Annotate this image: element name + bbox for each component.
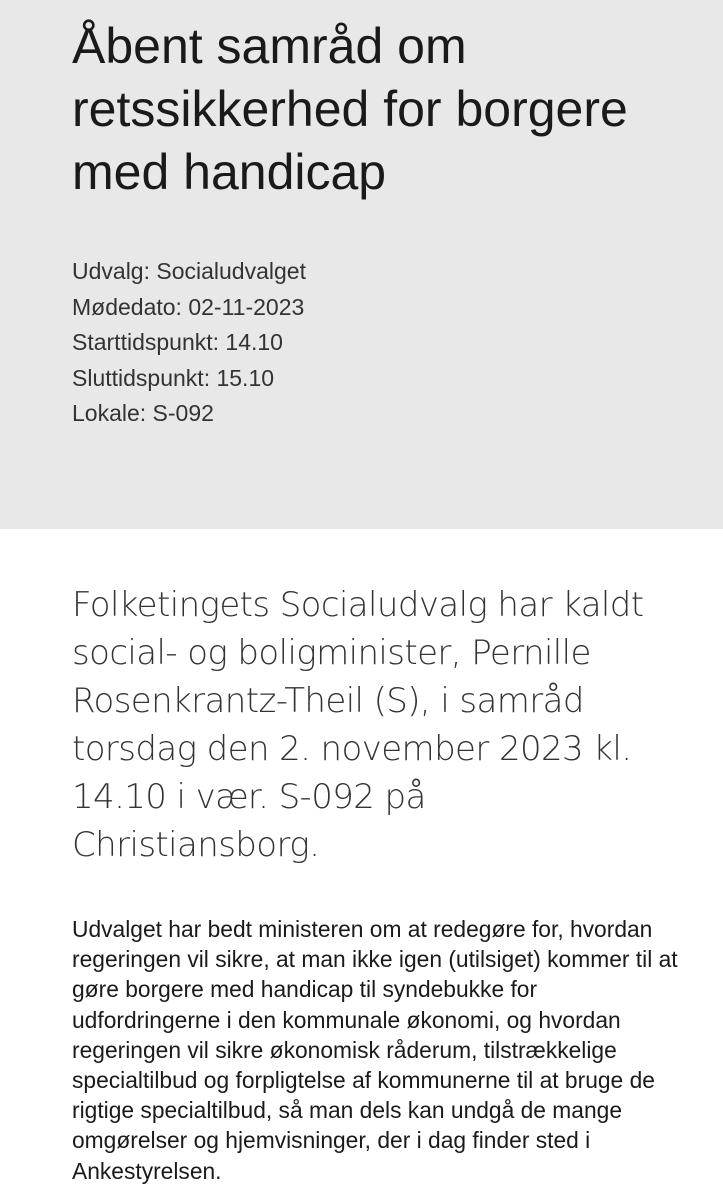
meta-end-time: Sluttidspunkt: 15.10: [72, 364, 275, 391]
meeting-meta: [72, 254, 683, 432]
meeting-header: [0, 0, 723, 529]
meta-room: Lokale: S-092: [72, 400, 214, 426]
page-title: Åbent samråd om retssikkerhed for borgere med handicap: [72, 18, 628, 200]
meta-committee: Udvalg: Socialudvalget: [72, 258, 306, 284]
meeting-content: [0, 529, 723, 1186]
meta-start-time: Starttidspunkt: 14.10: [72, 329, 283, 355]
lead-paragraph: Folketingets Socialudvalg har kaldt social- og boligminister, Pernille Rosenkrantz-Theil (S), i samråd torsdag den 2. november 2023 kl. 14.10 i vær. S-092 på Christiansborg.: [72, 585, 644, 865]
body-paragraph: Udvalget har bedt ministeren om at redegøre for, hvordan regeringen vil sikre, at man ikke igen (utilsiget) kommer til at gøre borgere med handicap til syndebukke for udfordringerne i den kommunale økonomi, og hvordan regeringen vil sikre økonomisk råderum, tilstrækkelige specialtilbud og forpligtelse af kommunerne til at bruge de rigtige specialtilbud, så man dels kan undgå de mange omgørelser og hjemvisninger, der i dag finder sted i Ankestyrelsen.: [72, 916, 678, 1184]
meta-meeting-date: Mødedato: 02-11-2023: [72, 293, 305, 320]
